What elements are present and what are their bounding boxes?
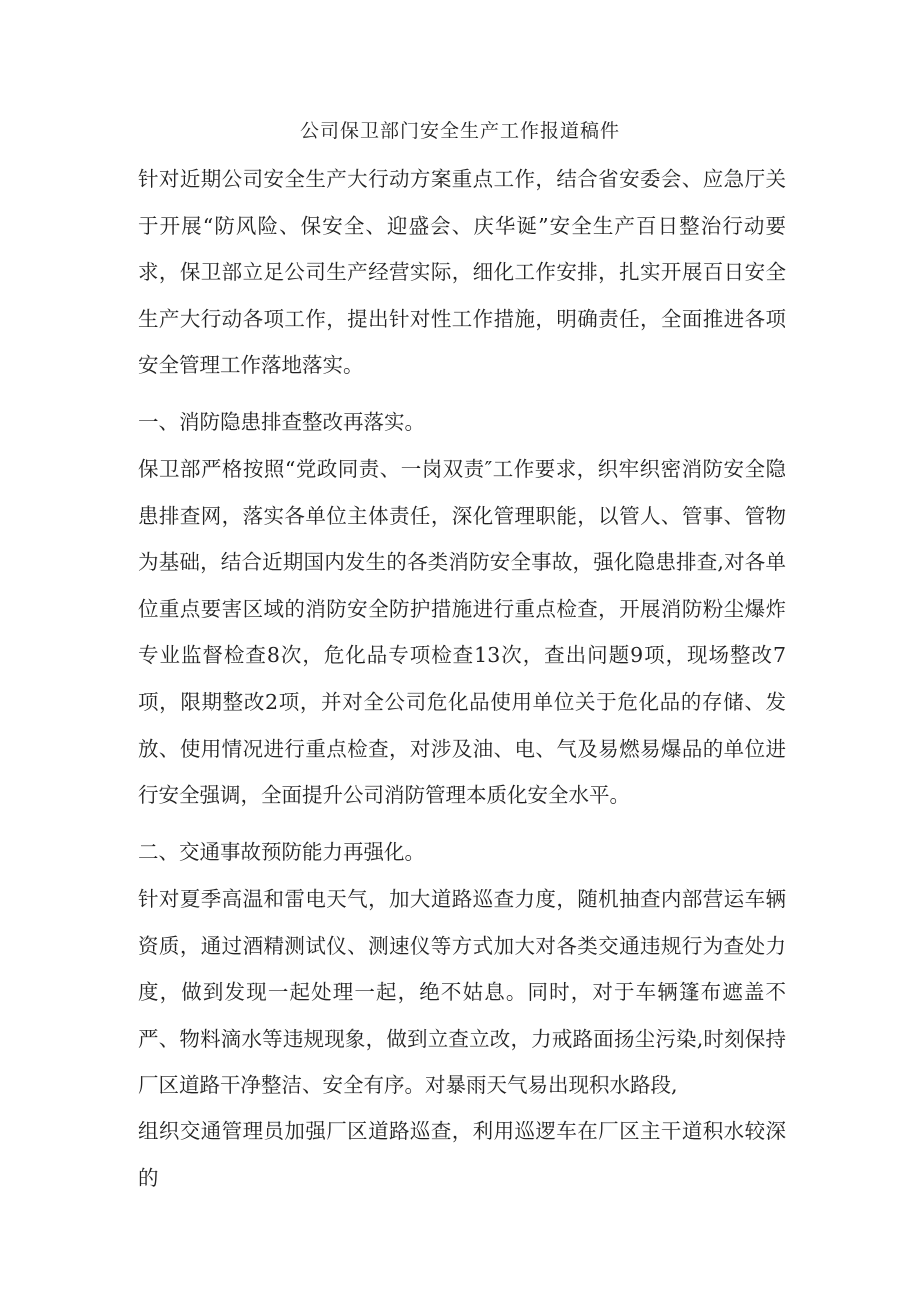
intro-paragraph: 针对近期公司安全生产大行动方案重点工作，结合省安委会、应急厅关于开展“防风险、保安全、迎盛会、庆华诞”安全生产百日整治行动要求，保卫部立足公司生产经营实际，细化工作安排，扎实开展百日安全生产大行动各项工作，提出针对性工作措施，明确责任，全面推进各项安全管理工作落地落实。 <box>138 167 786 378</box>
document-title: 公司保卫部门安全生产工作报道稿件 <box>299 120 620 142</box>
traffic-safety-continuation: 组织交通管理员加强厂区道路巡查，利用巡逻车在厂区主干道积水较深的 <box>138 1119 786 1190</box>
fire-safety-paragraph: 保卫部严格按照“党政同责、一岗双责″工作要求，织牢织密消防安全隐患排查网，落实各单位主体责任，深化管理职能，以管人、管事、管物为基础，结合近期国内发生的各类消防安全事故，强化隐患排查,对各单位重点要害区域的消防安全防护措施进行重点检查，开展消防粉尘爆炸专业监督检查8次，危化品专项检查13次，查出问题9项，现场整改7项，限期整改2项，并对全公司危化品使用单位关于危化品的存储、发放、使用情况进行重点检查，对涉及油、电、气及易燃易爆品的单位进行安全强调，全面提升公司消防管理本质化安全水平。 <box>138 457 786 808</box>
traffic-safety-paragraph: 针对夏季高温和雷电天气，加大道路巡查力度，随机抽查内部营运车辆资质，通过酒精测试仪、测速仪等方式加大对各类交通违规行为查处力度，做到发现一起处理一起，绝不姑息。同时，对于车辆篷布遮盖不严、物料滴水等违规现象，做到立查立改，力戒路面扬尘污染,时刻保持厂区道路干净整洁、安全有序。对暴雨天气易出现积水路段, <box>138 887 786 1098</box>
section-heading-fire: 一、消防隐患排查整改再落实。 <box>138 410 425 434</box>
section-heading-traffic: 二、交通事故预防能力再强化。 <box>138 840 425 864</box>
